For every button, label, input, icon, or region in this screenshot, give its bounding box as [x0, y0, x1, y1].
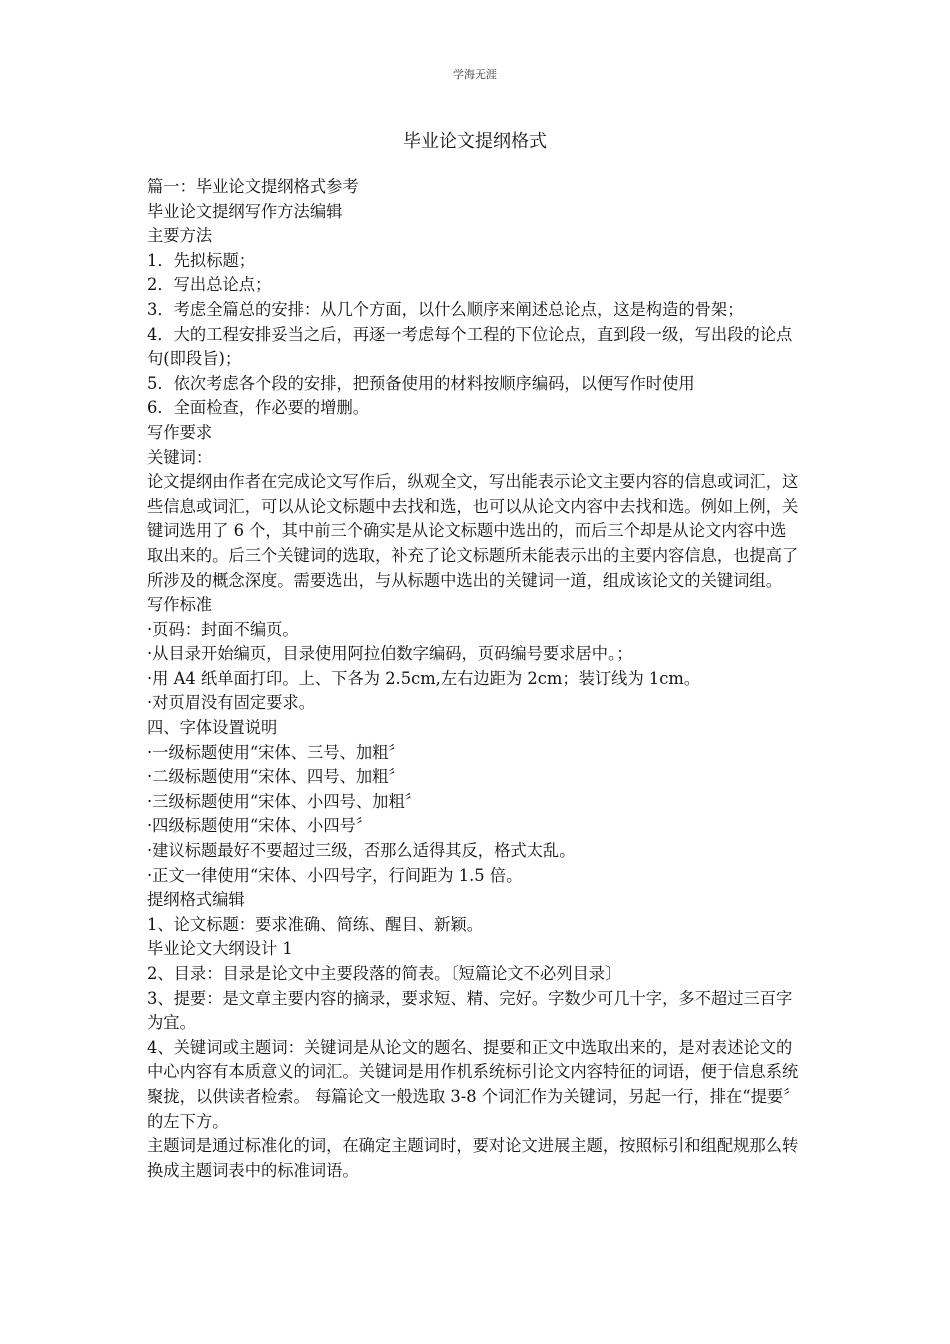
- list-item: 6．全面检查，作必要的增删。: [147, 398, 370, 418]
- document-body: [147, 175, 802, 1183]
- list-item: 4、关键词或主题词：关键词是从论文的题名、提要和正文中选取出来的，是对表述论文的中心内容有本质意义的词汇。关键词是用作机系统标引论文内容特征的词语，便于信息系统聚拢，以供读者检索。 每篇论文一般选取 3-8 个词汇作为关键词，另起一行，排在“提要〞的左下方。: [147, 1037, 800, 1131]
- paragraph-subheading: 四、字体设置说明: [147, 718, 278, 738]
- list-item: 1．先拟标题；: [147, 250, 256, 270]
- page-header: 学海无涯: [453, 68, 497, 81]
- bullet-item: ·从目录开始编页，目录使用阿拉伯数字编码，页码编号要求居中。；: [147, 644, 633, 664]
- bullet-item: ·用 A4 纸单面打印。上、下各为 2.5cm,左右边距为 2cm；装订线为 1cm。: [147, 668, 701, 688]
- page-title: 毕业论文提纲格式: [403, 131, 547, 152]
- paragraph-subheading: 主要方法: [147, 226, 213, 246]
- list-item: 4．大的工程安排妥当之后，再逐一考虑每个工程的下位论点，直到段一级，写出段的论点句(即段旨)；: [147, 324, 793, 369]
- list-item: 2、目录：目录是论文中主要段落的简表。〔短篇论文不必列目录〕: [147, 964, 622, 983]
- list-item: 3．考虑全篇总的安排：从几个方面，以什么顺序来阐述总论点，这是构造的骨架；: [147, 299, 744, 319]
- bullet-item: ·正文一律使用“宋体、小四号字，行间距为 1.5 倍。: [147, 865, 523, 885]
- bullet-item: ·页码：封面不编页。: [147, 619, 299, 639]
- paragraph-subheading: 毕业论文提纲写作方法编辑: [147, 201, 343, 221]
- paragraph: 主题词是通过标准化的词，在确定主题词时，要对论文进展主题，按照标引和组配规那么转换成主题词表中的标准词语。: [147, 1136, 799, 1180]
- list-item: 1、论文标题：要求准确、简练、醒目、新颖。: [147, 914, 483, 934]
- paragraph: 论文提纲由作者在完成论文写作后，纵观全文，写出能表示论文主要内容的信息或词汇，这些信息或词汇，可以从论文标题中去找和选，也可以从论文内容中去找和选。例如上例，关键词选用了 6 个，其中前三个确实是从论文标题中选出的，而后三个却是从论文内容中选取出来的。后三个关键词的选取，补充了论文标题所未能表示出的主要内容信息，也提高了所涉及的概念深度。需要选出，与从标题中选出的关键词一道，组成该论文的关键词组。 写作标准: [147, 472, 799, 615]
- paragraph-subheading: 提纲格式编辑: [147, 890, 245, 910]
- bullet-item: ·四级标题使用“宋体、小四号〞: [147, 816, 373, 836]
- bullet-item: ·一级标题使用“宋体、三号、加粗〞: [147, 742, 405, 762]
- paragraph-subheading: 关键词：: [147, 447, 213, 467]
- paragraph-section-heading: 篇一：毕业论文提纲格式参考: [147, 177, 359, 196]
- bullet-item: ·对页眉没有固定要求。: [147, 693, 315, 713]
- list-item: 5．依次考虑各个段的安排，把预备使用的材料按顺序编码，以便写作时使用: [147, 373, 695, 393]
- bullet-item: ·建议标题最好不要超过三级，否那么适得其反，格式太乱。: [147, 841, 576, 861]
- bullet-item: ·三级标题使用“宋体、小四号、加粗〞: [147, 791, 422, 811]
- paragraph: 毕业论文大纲设计 1: [147, 939, 293, 959]
- list-item: 2．写出总论点；: [147, 275, 272, 295]
- bullet-item: ·二级标题使用“宋体、四号、加粗〞: [147, 767, 405, 787]
- list-item: 3、提要：是文章主要内容的摘录，要求短、精、完好。字数少可几十字，多不超过三百字为宜。: [147, 988, 793, 1033]
- paragraph-subheading: 写作要求: [147, 422, 213, 442]
